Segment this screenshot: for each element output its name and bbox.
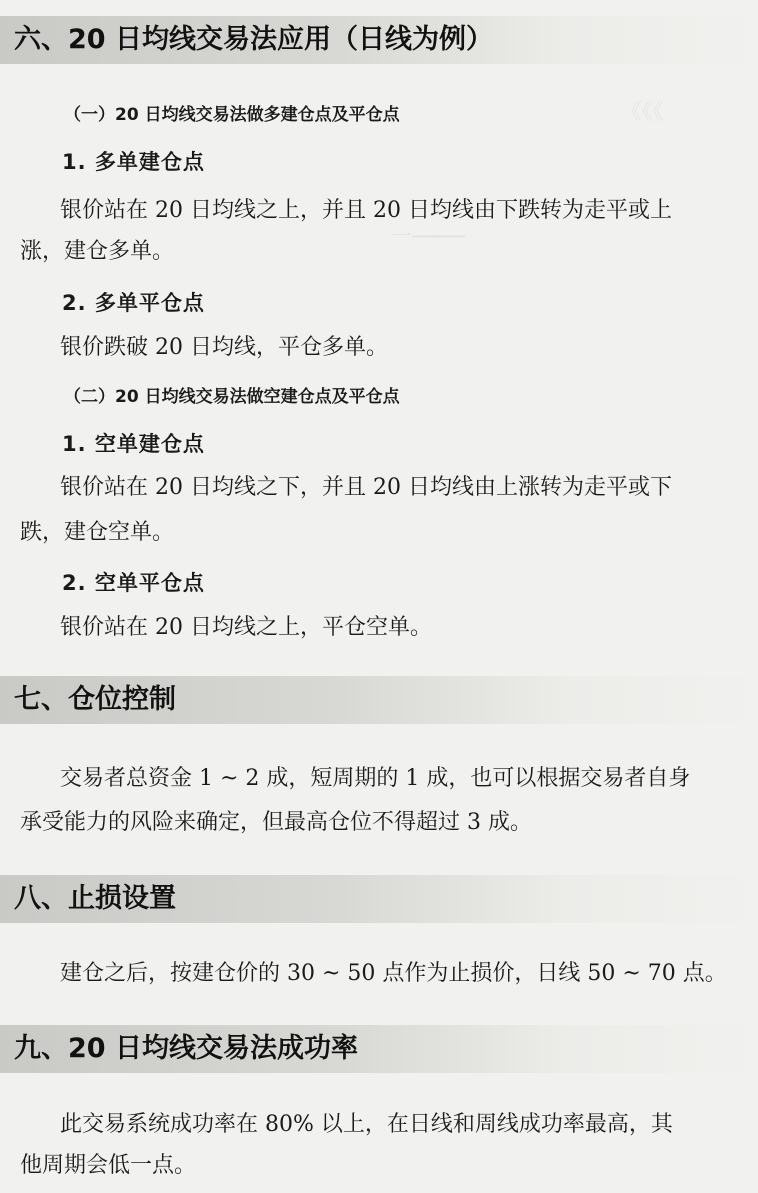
section-7-heading: 七、仓位控制 [0, 676, 758, 724]
section-8-heading: 八、止损设置 [0, 875, 758, 923]
stop-loss-line: 建仓之后，按建仓价的 30 ~ 50 点作为止损价，日线 50 ~ 70 点。 [60, 961, 727, 986]
long-exit-heading: 2. 多单平仓点 [62, 291, 205, 315]
subsection-short-heading: （二）20 日均线交易法做空建仓点及平仓点 [64, 387, 400, 407]
success-rate-line-2: 他周期会低一点。 [20, 1153, 197, 1178]
success-rate-line-1: 此交易系统成功率在 80% 以上，在日线和周线成功率最高，其 [60, 1112, 673, 1137]
short-exit-heading: 2. 空单平仓点 [62, 571, 205, 595]
long-entry-heading: 1. 多单建仓点 [62, 150, 205, 174]
position-control-line-1: 交易者总资金 1 ~ 2 成，短周期的 1 成，也可以根据交易者自身 [60, 766, 691, 791]
bleed-through-text: 一──── [390, 225, 465, 250]
short-entry-line-2: 跌，建仓空单。 [20, 520, 175, 545]
long-entry-line-2: 涨，建仓多单。 [20, 239, 175, 264]
long-exit-text: 银价跌破 20 日均线，平仓多单。 [60, 335, 388, 360]
section-6-heading: 六、20 日均线交易法应用（日线为例） [0, 16, 758, 64]
long-entry-line-1: 银价站在 20 日均线之上，并且 20 日均线由下跌转为走平或上 [60, 198, 672, 223]
short-exit-text: 银价站在 20 日均线之上，平仓空单。 [60, 615, 432, 640]
subsection-long-heading: （一）20 日均线交易法做多建仓点及平仓点 [64, 105, 400, 125]
section-9-heading: 九、20 日均线交易法成功率 [0, 1025, 758, 1073]
position-control-line-2: 承受能力的风险来确定，但最高仓位不得超过 3 成。 [20, 810, 532, 835]
short-entry-heading: 1. 空单建仓点 [62, 432, 205, 456]
short-entry-line-1: 银价站在 20 日均线之下，并且 20 日均线由上涨转为走平或下 [60, 475, 672, 500]
bleed-through-text: 《《《 [620, 100, 665, 125]
